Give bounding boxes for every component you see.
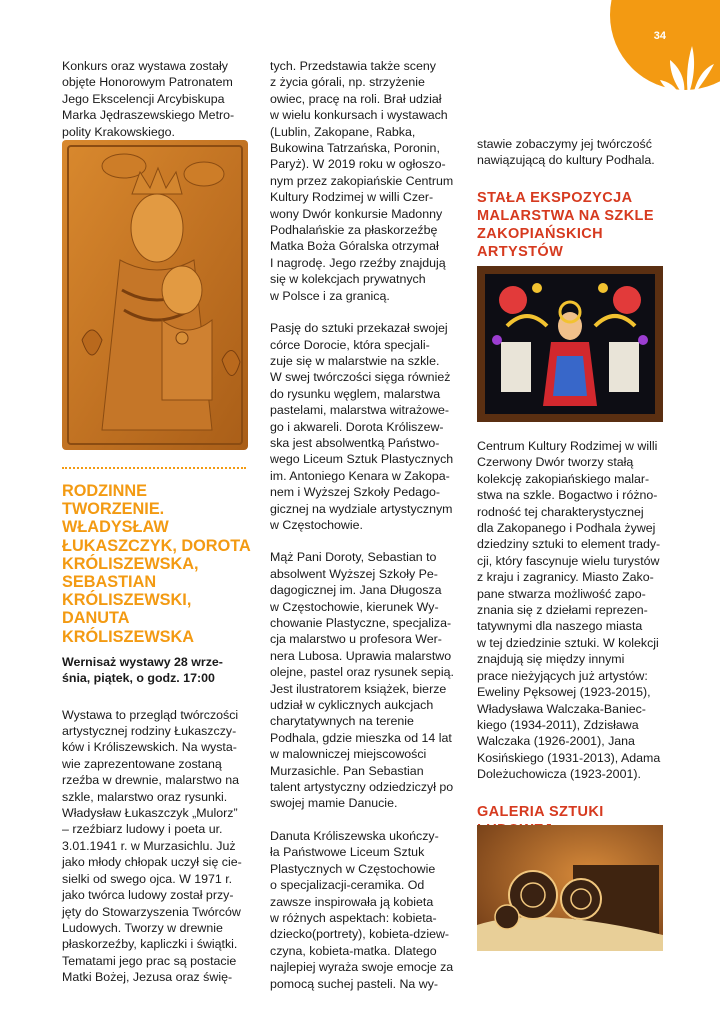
intro-paragraph: Konkurs oraz wystawa zostały objęte Honorowym Patronatem Jego Ekscelencji Arcybiskupa Marka Jędraszewskiego Metro- polity Krakowskiego. (62, 59, 235, 139)
section-separator (62, 467, 246, 469)
column-3 (477, 136, 667, 261)
paragraph-3: Mąż Pani Doroty, Sebastian to absolwent Wyższej Szkoły Pe- dagogicznej im. Jana Długosza w Częstochowie, kierunek Wy- chowanie Plastyczne, specjaliza- cja malarstwo u profesora Wer- nera Lubosa. Uprawia malarstwo olejne, pastel oraz rysunek sepią. Jest ilustratorem książek, bierze udział w cyklicznych aukcjach charytatywnych na terenie Podhala, gdzie mieszka od 14 lat w malowniczej miejscowości Murzasichle. Pan Sebastian talent artystyczny odziedziczył po swojej mamie Danucie. (270, 550, 454, 811)
column-1 (62, 58, 252, 140)
wheat-leaf-icon (658, 40, 718, 98)
vernissage-info: Wernisaż wystawy 28 wrze- śnia, piątek, o godz. 17:00 (62, 654, 223, 686)
glass-painting-image (477, 266, 663, 422)
column-1-section (62, 482, 252, 986)
section-heading-stala-ekspozycja: STAŁA EKSPOZYCJA MALARSTWA NA SZKLE ZAKOPIAŃSKICH ARTYSTÓW (477, 189, 654, 260)
paragraph-ekspozycja: Centrum Kultury Rodzimej w willi Czerwony Dwór tworzy stałą kolekcję zakopiańskiego malar- stwa na szkle. Bogactwo i różno- rodność tej charakterystycznej dla Zakopanego i Podhala żywej dziedziny sztuki to element trady- cji, który fascynuje wielu turystów z kraju i zagranicy. Miasto Zako- pane stwarza możliwość zapo- znania się z dziełami reprezen- tatywnymi dla naszego miasta w tej dziedzinie sztuki. W kolekcji znajdują się między innymi prace nieżyjących już artystów: Eweliny Pęksowej (1923-2015), Władysława Walczaka-Baniec- kiego (1934-2011), Zdzisława Walczaka (1926-2001), Jana Kosińskiego (1931-2013), Adama Doleżuchowicza (1923-2001). (477, 439, 661, 782)
column-2 (270, 58, 460, 992)
section-heading-rodzinne-tworzenie: RODZINNE TWORZENIE. WŁADYSŁAW ŁUKASZCZYK, DOROTA KRÓLISZEWSKA, SEBASTIAN KRÓLISZEWSKI, DANUTA KRÓLISZEWSKA (62, 482, 251, 646)
folk-art-ornaments-image (477, 825, 663, 951)
wood-carving-madonna-image (62, 140, 248, 450)
paragraph-2: Pasję do sztuki przekazał swojej córce Dorocie, która specjali- zuje się w malarstwie na szkle. W swej twórczości sięga również do rysunku węglem, malarstwa pastelami, malarstwa witrażowe- go i akwareli. Dorota Króliszew- ska jest absolwentką Państwo- wego Liceum Sztuk Plastycznych im. Antoniego Kenara w Zakopa- nem i Wyższej Szkoły Pedago- gicznej na wydziale artystycznym w Częstochowie. (270, 321, 454, 532)
page-number: 34 (653, 30, 666, 42)
section-heading-galeria: GALERIA SZTUKI (477, 803, 604, 820)
column-3-lower (477, 438, 667, 839)
paragraph-continued: stawie zobaczymy jej twórczość nawiązującą do kultury Podhala. (477, 137, 655, 168)
paragraph-4: Danuta Króliszewska ukończy- ła Państwowe Liceum Sztuk Plastycznych w Częstochowie o specjalizacji-ceramika. Od zawsze inspirowała ją kobieta w różnych aspektach: kobieta- dziecko(portrety), kobieta-dziew- czyna, kobieta-matka. Dlatego najlepiej wyraża swoje emocje za pomocą suchej pasteli. Na wy- (270, 828, 454, 991)
paragraph-1: tych. Przedstawia także sceny z życia górali, np. strzyżenie owiec, pracę na roli. Brał udział w wielu konkursach i wystawach (Lublin, Zakopane, Rabka, Bukowina Tatrzańska, Poronin, Paryż). W 2019 roku w ogłoszo- nym przez zakopiańskie Centrum Kultury Rodzimej w willi Czer- wony Dwór konkursie Madonny Podhalańskie za płaskorzeźbę Matka Boża Góralska otrzymał I nagrodę. Jego rzeźby znajdują się w kolekcjach prywatnych w Polsce i za granicą. (270, 59, 454, 303)
body-paragraph: Wystawa to przegląd twórczości artystycznej rodziny Łukaszczy- ków i Króliszewskich. Na wysta- wie zaprezentowane zostaną rzeźba w drewnie, malarstwo na szkle, malarstwo oraz rysunki. Władysław Łukaszczyk „Mulorz” – rzeźbiarz ludowy i poeta ur. 3.01.1941 r. w Murzasichlu. Już jako młody chłopak uczył się cie- sielki od swego ojca. W 1971 r. jako twórca ludowy został przy- jęty do Stowarzyszenia Twórców Ludowych. Tworzy w drewnie płaskorzeźby, kapliczki i świątki. Tematami jego prac są postacie Matki Bożej, Jezusa oraz świę- (62, 707, 242, 985)
